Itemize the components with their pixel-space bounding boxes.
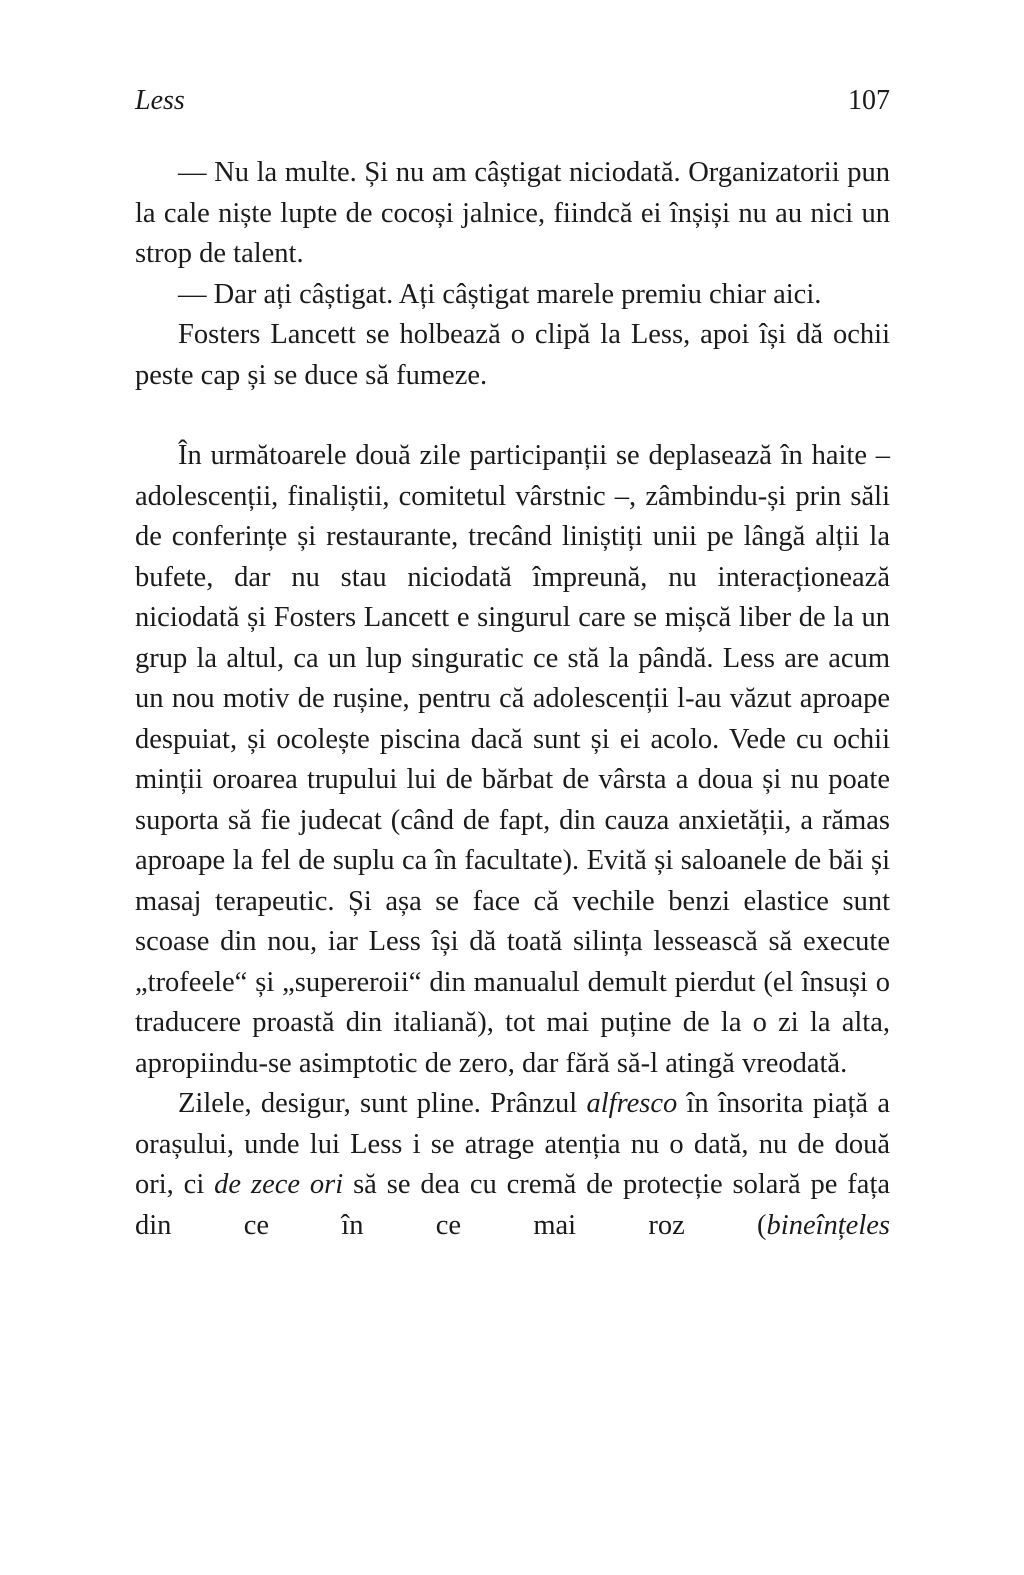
paragraph-text: în însorita piață a orașului, unde lui Less i se atrage atenția nu o dată, nu de două ori, ci (135, 1088, 890, 1200)
italic-text: alfresco (586, 1088, 678, 1119)
page-number: 107 (848, 85, 890, 116)
paragraph-narration (135, 1084, 890, 1246)
running-head-book-title: Less (135, 85, 185, 116)
paragraph-dialogue (135, 275, 890, 316)
italic-text: de zece ori (214, 1169, 344, 1200)
page-body (135, 153, 890, 1246)
paragraph-narration (135, 436, 890, 1084)
paragraph-text: Fosters Lancett se holbează o clipă la Less, apoi își dă ochii peste cap și se duce să fumeze. (135, 319, 890, 391)
paragraph-narration (135, 315, 890, 396)
page-content (135, 86, 890, 1246)
paragraph-text: În următoarele două zile participanții se deplasează în haite – adolescenții, finaliștii, comitetul vârstnic –, zâmbindu-și prin săli de conferințe și restaurante, trecând liniștiți unii pe lângă alții la bufete, dar nu stau niciodată împreună, nu interacționează niciodată și Fosters Lancett e singurul care se mișcă liber de la un grup la altul, ca un lup singuratic ce stă la pândă. Less are acum un nou motiv de rușine, pentru că adolescenții l-au văzut aproape despuiat, și ocolește piscina dacă sunt și ei acolo. Vede cu ochii minții oroarea trupului lui de bărbat de vârsta a doua și nu poate suporta să fie judecat (când de fapt, din cauza anxietății, a rămas aproape la fel de suplu ca în facultate). Evită și saloanele de băi și masaj terapeutic. Și așa se face că vechile benzi elastice sunt scoase din nou, iar Less își dă toată silința lessească să execute „trofeele“ și „supereroii“ din manualul demult pierdut (el însuși o traducere proastă din italiană), tot mai puține de la o zi la alta, apropiindu-se asimptotic de zero, dar fără să-l atingă vreodată. (135, 440, 890, 1079)
paragraph-text: — Nu la multe. Și nu am câștigat niciodată. Organizatorii pun la cale niște lupte de cocoși jalnice, fiindcă ei înșiși nu au nici un strop de talent. (135, 157, 890, 269)
paragraph-text: Zilele, desigur, sunt pline. Prânzul (178, 1088, 587, 1119)
italic-text: bineînțeles (766, 1209, 890, 1241)
running-head (135, 86, 890, 116)
paragraph-text: să se dea cu cremă de protecție solară pe fața din ce în ce mai roz ( (135, 1169, 891, 1241)
paragraph-dialogue (135, 153, 890, 275)
paragraph-text: — Dar ați câștigat. Ați câștigat marele premiu chiar aici. (178, 278, 822, 310)
